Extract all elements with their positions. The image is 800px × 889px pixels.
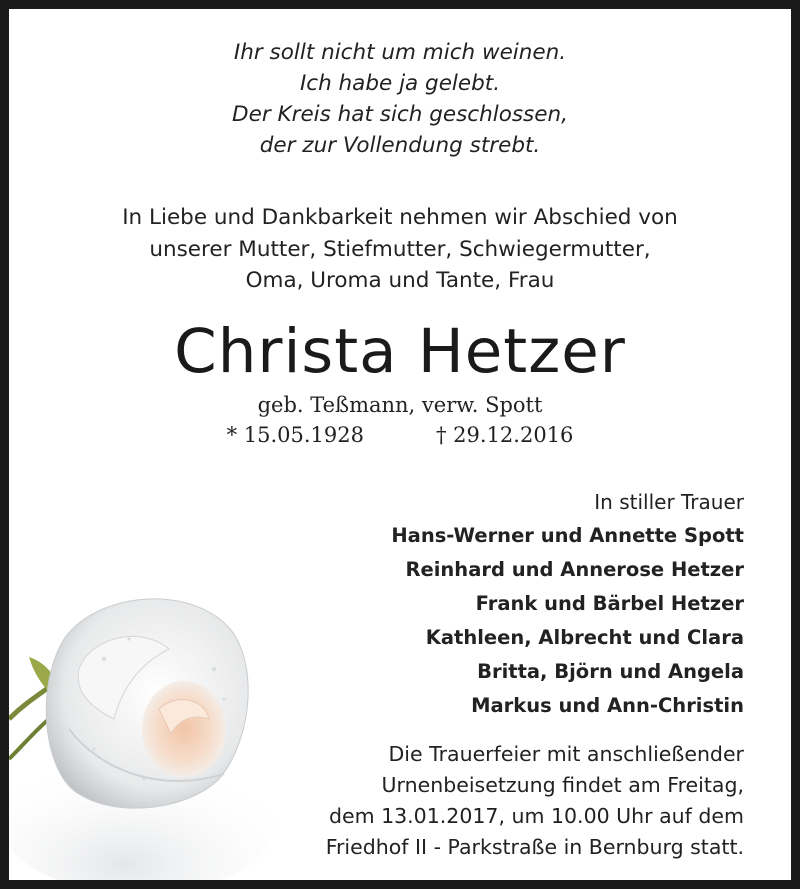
mourning-heading: In stiller Trauer <box>594 490 744 514</box>
mourner-name: Hans-Werner und Annette Spott <box>391 524 744 547</box>
mourner-name: Frank und Bärbel Hetzer <box>475 592 744 615</box>
farewell-intro <box>9 202 791 297</box>
intro-line: unserer Mutter, Stiefmutter, Schwiegermutter, <box>149 236 651 262</box>
maiden-name: geb. Teßmann, verw. Spott <box>257 393 543 417</box>
intro-line: Oma, Uroma und Tante, Frau <box>245 268 555 293</box>
funeral-line: Urnenbeisetzung findet am Freitag, <box>381 773 744 797</box>
funeral-details <box>326 739 744 863</box>
mourner-name: Britta, Björn und Angela <box>477 660 744 683</box>
birth-date: * 15.05.1928 <box>226 423 364 447</box>
funeral-line: Friedhof II - Parkstraße in Bernburg statt. <box>325 835 744 859</box>
poem-line: der zur Vollendung strebt. <box>259 133 541 158</box>
mourner-name: Kathleen, Albrecht und Clara <box>425 626 744 649</box>
deceased-name: Christa Hetzer <box>174 316 626 387</box>
funeral-line: dem 13.01.2017, um 10.00 Uhr auf dem <box>328 804 744 828</box>
death-date: † 29.12.2016 <box>436 423 574 447</box>
intro-line: In Liebe und Dankbarkeit nehmen wir Abschied von <box>122 205 678 230</box>
funeral-line: Die Trauerfeier mit anschließender <box>388 742 744 766</box>
poem-line: Der Kreis hat sich geschlossen, <box>232 102 568 127</box>
life-dates <box>9 420 791 450</box>
poem <box>9 37 791 161</box>
poem-line: Ich habe ja gelebt. <box>299 71 501 96</box>
white-rose-icon <box>9 579 279 889</box>
mourner-name: Markus und Ann-Christin <box>471 694 744 717</box>
mourner-name: Reinhard und Annerose Hetzer <box>405 558 744 581</box>
mourners-list <box>391 485 744 723</box>
poem-line: Ihr sollt nicht um mich weinen. <box>233 40 567 65</box>
